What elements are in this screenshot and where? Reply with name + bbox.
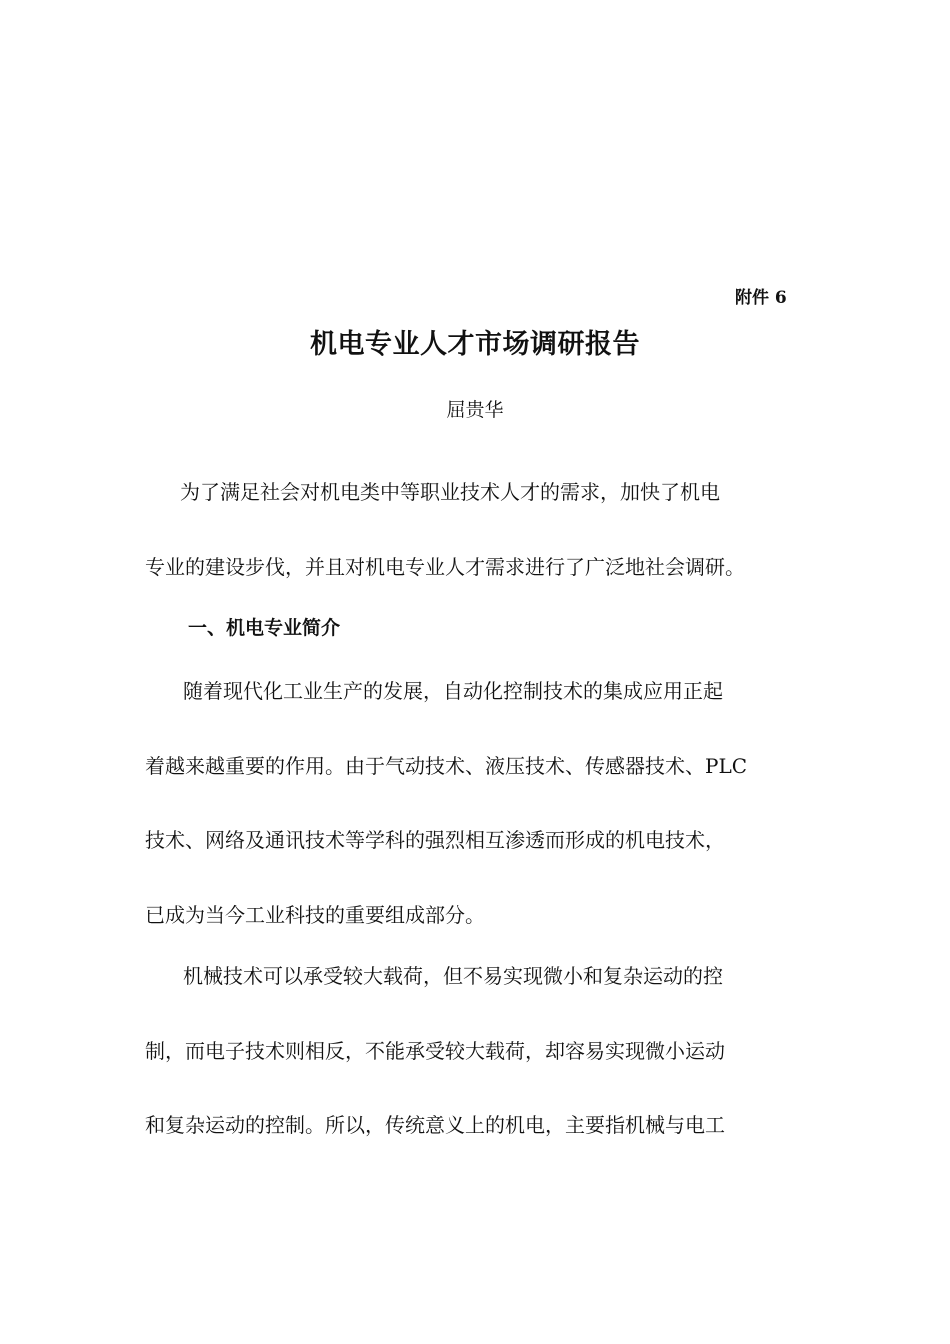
document-title: 机电专业人才市场调研报告 bbox=[310, 329, 640, 360]
intro-line-1: 为了满足社会对机电类中等职业技术人才的需求，加快了机电 bbox=[180, 480, 720, 504]
para1-line-3: 技术、网络及通讯技术等学科的强烈相互渗透而形成的机电技术， bbox=[145, 828, 725, 852]
intro-line-2: 专业的建设步伐，并且对机电专业人才需求进行了广泛地社会调研。 bbox=[145, 555, 745, 579]
para1-line-4: 已成为当今工业科技的重要组成部分。 bbox=[145, 903, 485, 927]
attachment-label: 附件 6 bbox=[735, 288, 787, 308]
para2-line-2: 制，而电子技术则相反，不能承受较大载荷，却容易实现微小运动 bbox=[145, 1039, 725, 1063]
para1-line-2: 着越来越重要的作用。由于气动技术、液压技术、传感器技术、PLC bbox=[145, 754, 748, 778]
para2-line-1: 机械技术可以承受较大载荷，但不易实现微小和复杂运动的控 bbox=[183, 964, 723, 988]
section-heading: 一、机电专业简介 bbox=[188, 617, 341, 639]
para1-line-1: 随着现代化工业生产的发展，自动化控制技术的集成应用正起 bbox=[183, 679, 723, 703]
author-name: 屈贵华 bbox=[446, 399, 504, 421]
para2-line-3: 和复杂运动的控制。所以，传统意义上的机电，主要指机械与电工 bbox=[145, 1113, 725, 1137]
